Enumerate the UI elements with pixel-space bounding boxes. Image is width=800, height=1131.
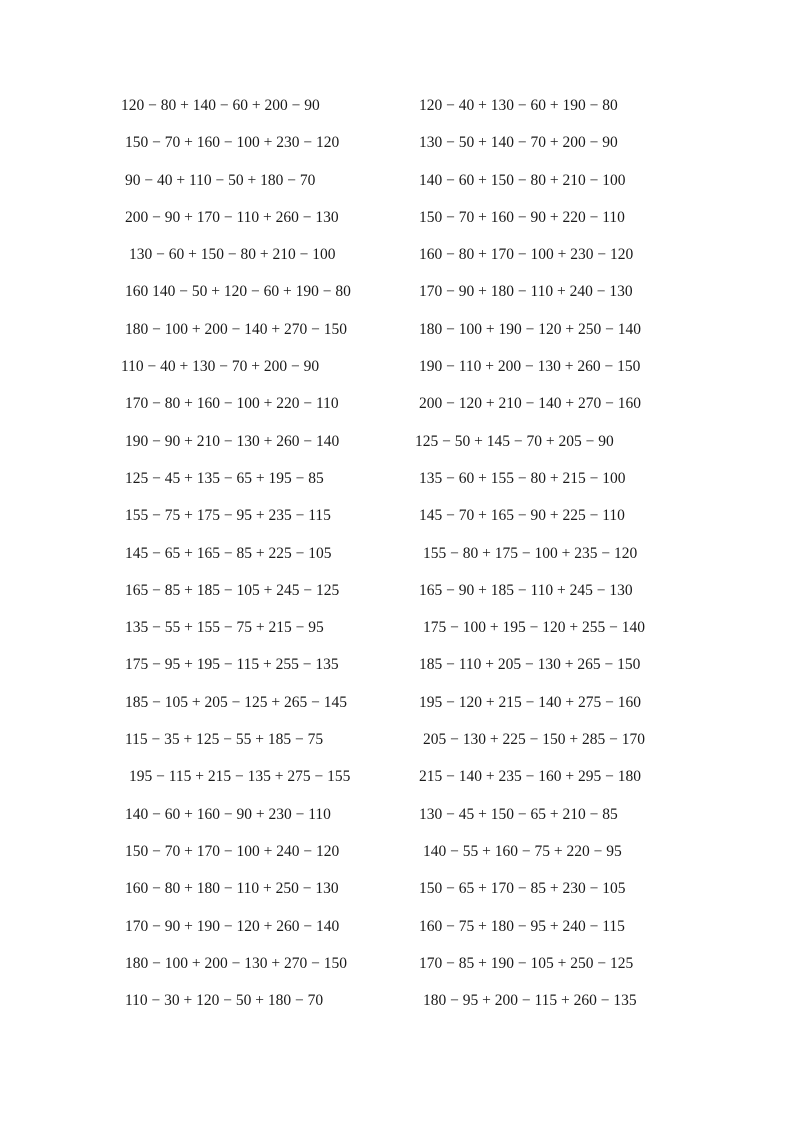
problem-left-18: 115 − 35 + 125 − 55 + 185 − 75: [125, 731, 324, 749]
problem-left-5: 130 − 60 + 150 − 80 + 210 − 100: [129, 246, 336, 264]
problem-left-25: 110 − 30 + 120 − 50 + 180 − 70: [125, 992, 324, 1010]
problem-right-22: 150 − 65 + 170 − 85 + 230 − 105: [419, 880, 626, 898]
problem-left-11: 125 − 45 + 135 − 65 + 195 − 85: [125, 469, 324, 487]
problem-right-24: 170 − 85 + 190 − 105 + 250 − 125: [419, 954, 634, 972]
problem-right-10: 125 − 50 + 145 − 70 + 205 − 90: [415, 432, 614, 450]
problem-right-18: 205 − 130 + 225 − 150 + 285 − 170: [423, 731, 645, 749]
problem-right-7: 180 − 100 + 190 − 120 + 250 − 140: [419, 320, 641, 338]
problem-right-20: 130 − 45 + 150 − 65 + 210 − 85: [419, 805, 618, 823]
problem-right-25: 180 − 95 + 200 − 115 + 260 − 135: [423, 992, 637, 1010]
problem-left-7: 180 − 100 + 200 − 140 + 270 − 150: [125, 320, 347, 338]
problem-left-24: 180 − 100 + 200 − 130 + 270 − 150: [125, 954, 347, 972]
problem-right-2: 130 − 50 + 140 − 70 + 200 − 90: [419, 134, 618, 152]
problem-left-9: 170 − 80 + 160 − 100 + 220 − 110: [125, 395, 339, 413]
problem-left-16: 175 − 95 + 195 − 115 + 255 − 135: [125, 656, 339, 674]
problem-right-19: 215 − 140 + 235 − 160 + 295 − 180: [419, 768, 641, 786]
problem-right-3: 140 − 60 + 150 − 80 + 210 − 100: [419, 171, 626, 189]
problem-left-17: 185 − 105 + 205 − 125 + 265 − 145: [125, 693, 347, 711]
problem-right-17: 195 − 120 + 215 − 140 + 275 − 160: [419, 693, 641, 711]
problem-left-15: 135 − 55 + 155 − 75 + 215 − 95: [125, 619, 324, 637]
problem-left-21: 150 − 70 + 170 − 100 + 240 − 120: [125, 842, 340, 860]
problem-right-13: 155 − 80 + 175 − 100 + 235 − 120: [423, 544, 638, 562]
problem-right-15: 175 − 100 + 195 − 120 + 255 − 140: [423, 619, 645, 637]
left-problem-column: [121, 96, 351, 1028]
problem-left-8: 110 − 40 + 130 − 70 + 200 − 90: [121, 358, 320, 376]
problem-left-3: 90 − 40 + 110 − 50 + 180 − 70: [125, 171, 316, 189]
problem-right-5: 160 − 80 + 170 − 100 + 230 − 120: [419, 246, 634, 264]
problem-left-13: 145 − 65 + 165 − 85 + 225 − 105: [125, 544, 332, 562]
problem-left-23: 170 − 90 + 190 − 120 + 260 − 140: [125, 917, 340, 935]
problem-right-4: 150 − 70 + 160 − 90 + 220 − 110: [419, 208, 625, 226]
problem-left-4: 200 − 90 + 170 − 110 + 260 − 130: [125, 208, 339, 226]
problem-right-16: 185 − 110 + 205 − 130 + 265 − 150: [419, 656, 641, 674]
problem-left-10: 190 − 90 + 210 − 130 + 260 − 140: [125, 432, 340, 450]
problem-left-12: 155 − 75 + 175 − 95 + 235 − 115: [125, 507, 331, 525]
problem-right-9: 200 − 120 + 210 − 140 + 270 − 160: [419, 395, 641, 413]
problem-left-2: 150 − 70 + 160 − 100 + 230 − 120: [125, 134, 340, 152]
right-problem-column: [415, 96, 645, 1028]
problem-left-19: 195 − 115 + 215 − 135 + 275 − 155: [129, 768, 351, 786]
problem-right-6: 170 − 90 + 180 − 110 + 240 − 130: [419, 283, 633, 301]
problem-right-14: 165 − 90 + 185 − 110 + 245 − 130: [419, 581, 633, 599]
problem-right-21: 140 − 55 + 160 − 75 + 220 − 95: [423, 842, 622, 860]
problem-right-11: 135 − 60 + 155 − 80 + 215 − 100: [419, 469, 626, 487]
problem-right-23: 160 − 75 + 180 − 95 + 240 − 115: [419, 917, 625, 935]
problem-right-12: 145 − 70 + 165 − 90 + 225 − 110: [419, 507, 625, 525]
problem-right-1: 120 − 40 + 130 − 60 + 190 − 80: [419, 97, 618, 114]
problem-left-22: 160 − 80 + 180 − 110 + 250 − 130: [125, 880, 339, 898]
problem-left-14: 165 − 85 + 185 − 105 + 245 − 125: [125, 581, 340, 599]
problem-left-20: 140 − 60 + 160 − 90 + 230 − 110: [125, 805, 331, 823]
problem-left-6: 160 140 − 50 + 120 − 60 + 190 − 80: [125, 283, 351, 301]
problem-right-8: 190 − 110 + 200 − 130 + 260 − 150: [419, 358, 641, 376]
problem-left-1: 120 − 80 + 140 − 60 + 200 − 90: [121, 97, 320, 114]
